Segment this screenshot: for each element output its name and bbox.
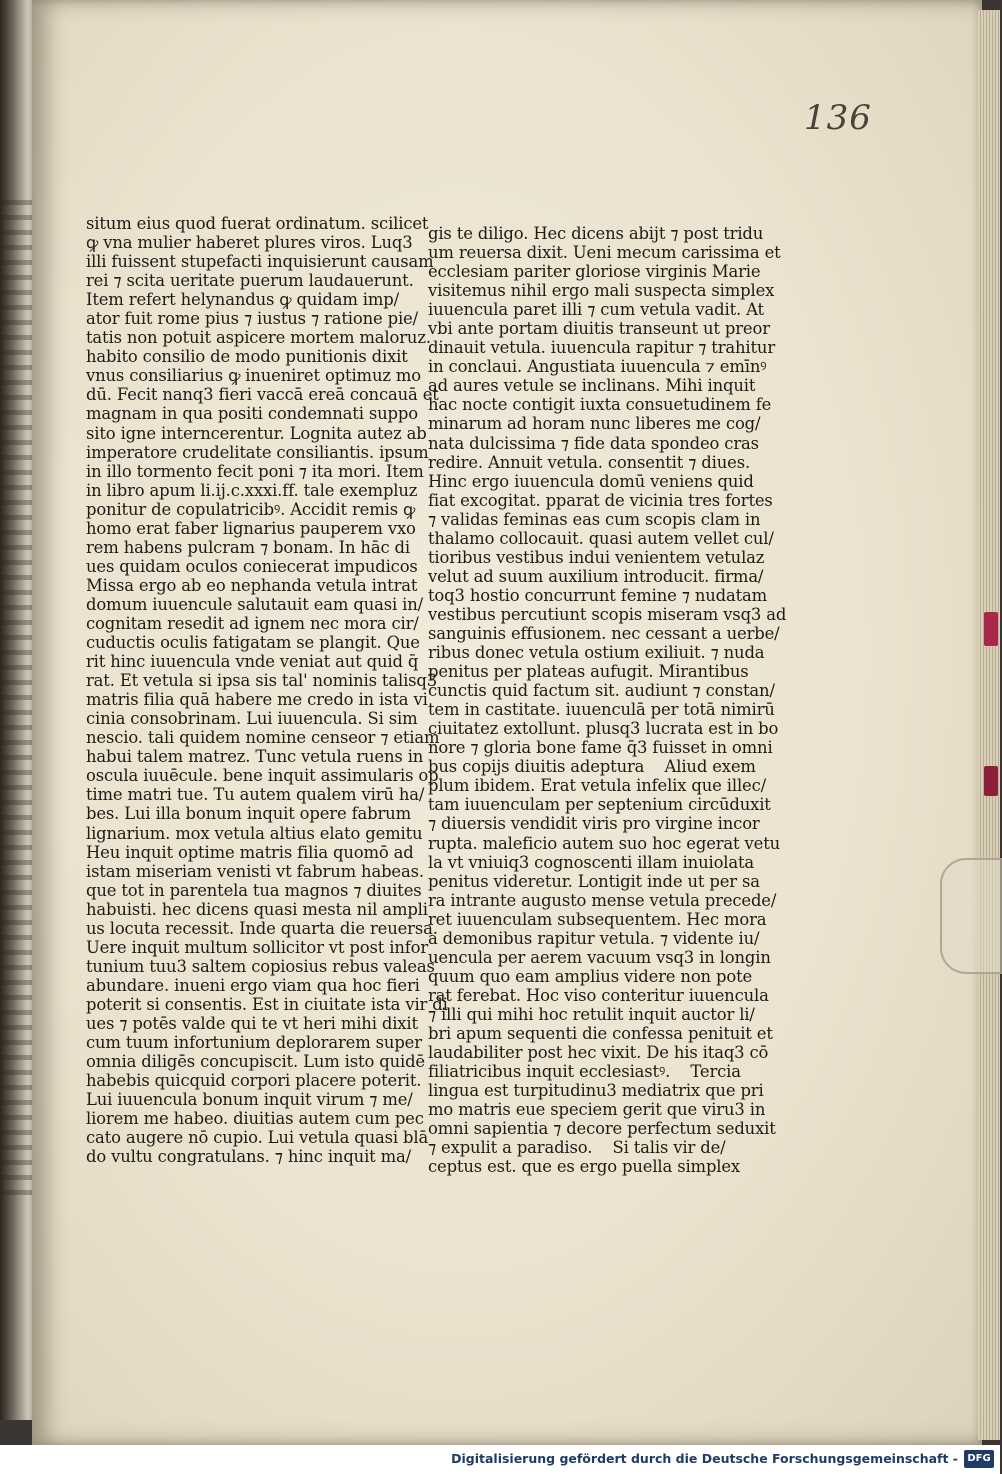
text-line: bes. Lui illa bonum inquit opere fabrum <box>86 804 411 824</box>
text-line: vnus consiliarius ꝙ inueniret optimuz mo <box>86 366 422 386</box>
text-line: Heu inquit optime matris filia quomō ad <box>86 842 414 862</box>
text-line: Hinc ergo iuuencula domū veniens quid <box>428 471 754 491</box>
text-line: quum quo eam amplius videre non pote <box>428 966 753 986</box>
text-line: ⁊ illi qui mihi hoc retulit inquit auctor li/ <box>428 1004 755 1024</box>
text-line: liorem me habeo. diuitias autem cum pec <box>86 1109 424 1129</box>
text-line: ret iuuenculam subsequentem. Hec mora <box>428 909 767 929</box>
funding-credit: Digitalisierung gefördert durch die Deutsche Forschungsgemeinschaft - <box>451 1451 958 1466</box>
text-line: ecclesiam pariter gloriose virginis Marie <box>428 262 761 282</box>
text-line: matris filia quā habere me credo in ista vi <box>86 690 428 710</box>
text-line: filiatricibus inquit ecclesiastꝰ. Tercia <box>428 1062 741 1082</box>
text-line: tunium tuu3 saltem copiosius rebus valeas <box>86 956 435 976</box>
red-bookmark-tab <box>984 612 998 646</box>
text-line: velut ad suum auxilium introducit. firma/ <box>428 566 764 586</box>
folio-number: 136 <box>804 98 872 138</box>
text-line: rupta. maleficio autem suo hoc egerat vetu <box>428 833 781 853</box>
adjacent-page-text <box>2 200 32 1200</box>
text-line: abundare. inueni ergo viam qua hoc fieri <box>86 975 420 995</box>
text-line: ciuitatez extollunt. plusq3 lucrata est in bo <box>428 719 779 739</box>
text-line: magnam in qua positi condemnati suppo <box>86 404 418 424</box>
text-line: sanguinis effusionem. nec cessant a uerbe/ <box>428 623 780 643</box>
text-line: rat. Et vetula si ipsa sis tal' nominis talisq3 <box>86 671 438 691</box>
text-line: cinia consobrinam. Lui iuuencula. Si sim <box>86 709 418 729</box>
text-line: iuuencula paret illi ⁊ cum vetula vadit. At <box>428 300 764 320</box>
text-line: hac nocte contigit iuxta consuetudinem fe <box>428 395 772 415</box>
text-line: cato augere nō cupio. Lui vetula quasi blā <box>86 1128 429 1148</box>
page-clip <box>940 858 1002 974</box>
text-line: nore ⁊ gloria bone fame q̄3 fuisset in omni <box>428 738 773 758</box>
text-line: omnia diligēs concupiscit. Lum isto quidē <box>86 1052 425 1072</box>
text-line: thalamo collocauit. quasi autem vellet cul/ <box>428 528 774 548</box>
text-line: Missa ergo ab eo nephanda vetula intrat <box>86 575 418 595</box>
text-line: omni sapientia ⁊ decore perfectum seduxit <box>428 1119 776 1139</box>
text-line: do vultu congratulans. ⁊ hinc inquit ma/ <box>86 1147 412 1167</box>
red-bookmark-tab-lower <box>984 766 998 796</box>
text-line: ceptus est. que es ergo puella simplex <box>428 1157 741 1177</box>
text-line: lingua est turpitudinu3 mediatrix que pri <box>428 1081 764 1101</box>
text-line: ponitur de copulatricibꝰ. Accidit remis ꝙ <box>86 499 416 519</box>
text-line: cognitam resedit ad ignem nec mora cir/ <box>86 613 419 633</box>
text-line: vbi ante portam diuitis transeunt ut preor <box>428 319 770 339</box>
text-line: Uere inquit multum sollicitor vt post infor <box>86 937 429 957</box>
footer-bar <box>0 1445 1000 1474</box>
text-line: tem in castitate. iuuenculā per totā nimirū <box>428 700 775 720</box>
text-line: poterit si consentis. Est in ciuitate ista vir di <box>86 994 448 1014</box>
text-line: time matri tue. Tu autem qualem virū ha/ <box>86 785 425 805</box>
text-line: dinauit vetula. iuuencula rapitur ⁊ trahitur <box>428 338 776 358</box>
text-line: a demonibus rapitur vetula. ⁊ vidente iu/ <box>428 928 760 948</box>
text-line: imperatore crudelitate consiliantis. ipsum <box>86 442 429 462</box>
text-line: domum iuuencule salutauit eam quasi in/ <box>86 594 424 614</box>
text-line: ribus donec vetula ostium exiliuit. ⁊ nuda <box>428 643 765 663</box>
text-line: visitemus nihil ergo mali suspecta simplex <box>428 281 775 301</box>
text-line: ꝙ vna mulier haberet plures viros. Luq3 <box>86 233 413 253</box>
text-line: tatis non potuit aspicere mortem maloruz. <box>86 328 431 348</box>
text-line: laudabiliter post hec vixit. De his itaq3 cō <box>428 1043 769 1063</box>
text-line: rei ⁊ scita ueritate puerum laudauerunt. <box>86 271 414 291</box>
text-line: ⁊ validas feminas eas cum scopis clam in <box>428 509 761 529</box>
text-line: us locuta recessit. Inde quarta die reuersa. <box>86 918 438 938</box>
text-line: habui talem matrez. Tunc vetula ruens in <box>86 747 424 767</box>
text-line: bri apum sequenti die confessa penituit et <box>428 1023 773 1043</box>
text-line: mo matris eue speciem gerit que viru3 in <box>428 1100 766 1120</box>
text-line: penitus videretur. Lontigit inde ut per sa <box>428 871 760 891</box>
text-line: cuductis oculis fatigatam se plangit. Que <box>86 633 420 653</box>
text-line: habuisti. hec dicens quasi mesta nil ampli <box>86 899 428 919</box>
text-line: redire. Annuit vetula. consentit ⁊ diues. <box>428 452 751 472</box>
text-line: situm eius quod fuerat ordinatum. scilicet <box>86 214 429 233</box>
text-line: um reuersa dixit. Ueni mecum carissima et <box>428 243 781 263</box>
text-line: ra intrante augusto mense vetula precede/ <box>428 890 777 910</box>
text-line: la vt vniuiq3 cognoscenti illam inuiolata <box>428 852 755 872</box>
text-line: nescio. tali quidem nomine censeor ⁊ etiam <box>86 728 440 748</box>
text-line: in illo tormento fecit poni ⁊ ita mori. Item <box>86 461 424 481</box>
text-line: vestibus percutiunt scopis miseram vsq3 ad <box>428 604 787 624</box>
text-line: uencula per aerem vacuum vsq3 in longin <box>428 947 771 967</box>
text-line: ator fuit rome pius ⁊ iustus ⁊ ratione pie/ <box>86 309 418 329</box>
text-line: in libro apum li.ij.c.xxxi.ff. tale exempluz <box>86 480 418 500</box>
text-line: cunctis quid factum sit. audiunt ⁊ constan/ <box>428 681 775 701</box>
text-line: habebis quicquid corpori placere poterit. <box>86 1071 422 1091</box>
text-line: cum tuum infortunium deplorarem super <box>86 1033 422 1053</box>
text-column-right <box>428 224 787 1177</box>
text-line: oscula iuuēcule. bene inquit assimularis op <box>86 766 439 786</box>
text-line: Lui iuuencula bonum inquit virum ⁊ me/ <box>86 1090 413 1110</box>
text-line: tioribus vestibus indui venientem vetulaz <box>428 547 765 567</box>
text-line: rat ferebat. Hoc viso conteritur iuuencula <box>428 985 769 1005</box>
text-line: ues ⁊ potēs valde qui te vt heri mihi dixit <box>86 1013 418 1033</box>
text-line: dū. Fecit nanq3 fieri vaccā ereā concauā et <box>86 385 439 405</box>
text-line: rit hinc iuuencula vnde veniat aut quid q̄ <box>86 652 419 672</box>
text-line: nata dulcissima ⁊ fide data spondeo cras <box>428 433 759 453</box>
text-line: rem habens pulcram ⁊ bonam. In hāc di <box>86 537 410 557</box>
text-line: in conclaui. Angustiata iuuencula ⁊ emīnꝰ <box>428 357 767 377</box>
text-line: homo erat faber lignarius pauperem vxo <box>86 518 416 538</box>
text-line: lignarium. mox vetula altius elato gemitu <box>86 823 423 843</box>
text-line: sito igne interncerentur. Lognita autez ab <box>86 423 427 443</box>
text-line: plum ibidem. Erat vetula infelix que illec/ <box>428 776 767 796</box>
text-column-left <box>86 214 448 1167</box>
page-stack-edge <box>978 10 1000 1440</box>
text-line: fiat excogitat. pparat de vicinia tres fortes <box>428 490 773 510</box>
dfg-logo: DFG <box>964 1450 994 1468</box>
text-line: illi fuissent stupefacti inquisierunt causam <box>86 252 434 272</box>
text-line: minarum ad horam nunc liberes me cog/ <box>428 414 761 434</box>
text-line: penitus per plateas aufugit. Mirantibus <box>428 662 749 682</box>
text-line: ad aures vetule se inclinans. Mihi inquit <box>428 376 756 396</box>
text-line: bus copijs diuitis adeptura Aliud exem <box>428 757 756 777</box>
text-line: toq3 hostio concurrunt femine ⁊ nudatam <box>428 585 768 605</box>
text-line: istam miseriam venisti vt fabrum habeas. <box>86 861 424 881</box>
text-line: gis te diligo. Hec dicens abijt ⁊ post tridu <box>428 224 764 243</box>
text-line: habito consilio de modo punitionis dixit <box>86 347 408 367</box>
text-line: ⁊ expulit a paradiso. Si talis vir de/ <box>428 1138 726 1158</box>
text-line: tam iuuenculam per septenium circūduxit <box>428 795 771 815</box>
text-line: que tot in parentela tua magnos ⁊ diuites <box>86 880 422 900</box>
text-line: Item refert helynandus ꝙ quidam imp/ <box>86 290 399 310</box>
text-line: ⁊ diuersis vendidit viris pro virgine incor <box>428 814 760 834</box>
text-line: ues quidam oculos coniecerat impudicos <box>86 556 418 576</box>
